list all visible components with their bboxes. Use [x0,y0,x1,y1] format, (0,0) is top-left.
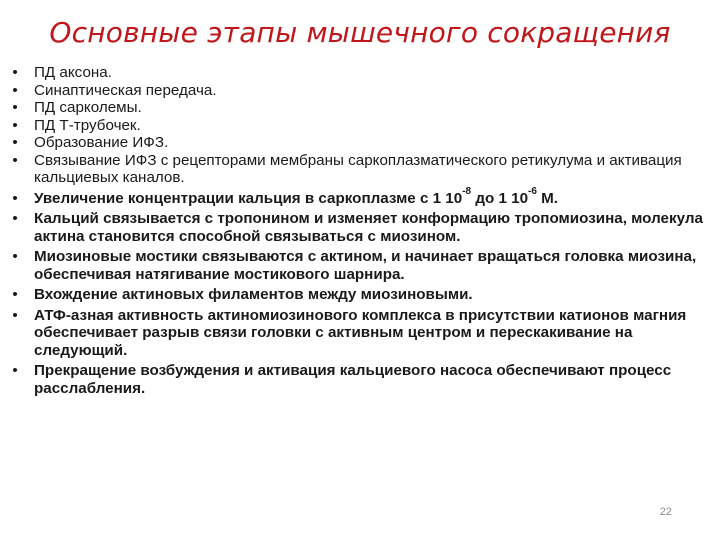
list-item-text: Прекращение возбуждения и активация кальциевого насоса обеспечивают процесс расслабления. [34,362,672,397]
list-item-text: Кальций связывается с тропонином и изменяет конформацию тропомиозина, молекула актина становится способной связываться с миозином. [34,210,703,245]
list-item-text: Вхождение актиновых филаментов между миозиновыми. [34,286,473,303]
page-number: 22 [659,506,672,518]
concentration-text-middle: до 1 10 [471,189,529,207]
list-item-text: ПД Т-трубочек. [34,116,141,134]
bullet-icon: • [12,99,18,116]
list-item [10,362,714,397]
exponent-from: -8 [462,186,472,198]
list-item [10,99,714,117]
list-item-text: Миозиновые мостики связываются с актином, и начинает вращаться головка миозина, обеспечивая натягивание мостикового шарнира. [34,248,697,283]
bullet-list [10,64,714,397]
list-item [10,186,714,208]
bullet-icon: • [12,151,18,169]
list-item [10,248,714,283]
bullet-icon: • [12,81,18,99]
list-item [10,64,714,82]
bullet-icon: • [12,248,18,265]
list-item-text: АТФ-азная активность актиномиозинового комплекса в присутствии катионов магния обеспечивает разрыв связи головки с активным центром и перескакивание на следующий. [34,306,687,359]
list-item-text: Связывание ИФЗ с рецепторами мембраны саркоплазматического ретикулума и активация кальциевых каналов. [34,151,682,186]
list-item-text: ПД аксона. [34,64,112,81]
concentration-text-before: Увеличение концентрации кальция в саркоплазме с 1 10 [34,189,463,207]
bullet-icon: • [12,64,18,81]
list-item [10,286,714,304]
exponent-to: -6 [528,186,537,198]
list-item [10,134,714,152]
list-item [10,152,714,187]
bullet-icon: • [12,116,18,134]
list-item-text: Синаптическая передача. [34,81,217,99]
bullet-icon: • [12,286,18,303]
bullet-icon: • [12,189,18,207]
bullet-icon: • [12,134,18,151]
list-item [10,210,714,245]
list-item-text: ПД сарколемы. [34,99,142,116]
concentration-text-after: М. [536,189,559,207]
list-item-text: Образование ИФЗ. [34,134,169,151]
list-item-text [34,186,559,207]
list-item [10,82,714,100]
bullet-icon: • [12,306,18,324]
list-item [10,117,714,135]
bullet-icon: • [12,210,18,227]
list-item [10,307,714,360]
bullet-icon: • [12,362,18,379]
slide-title: Основные этапы мышечного сокращения [49,16,671,49]
